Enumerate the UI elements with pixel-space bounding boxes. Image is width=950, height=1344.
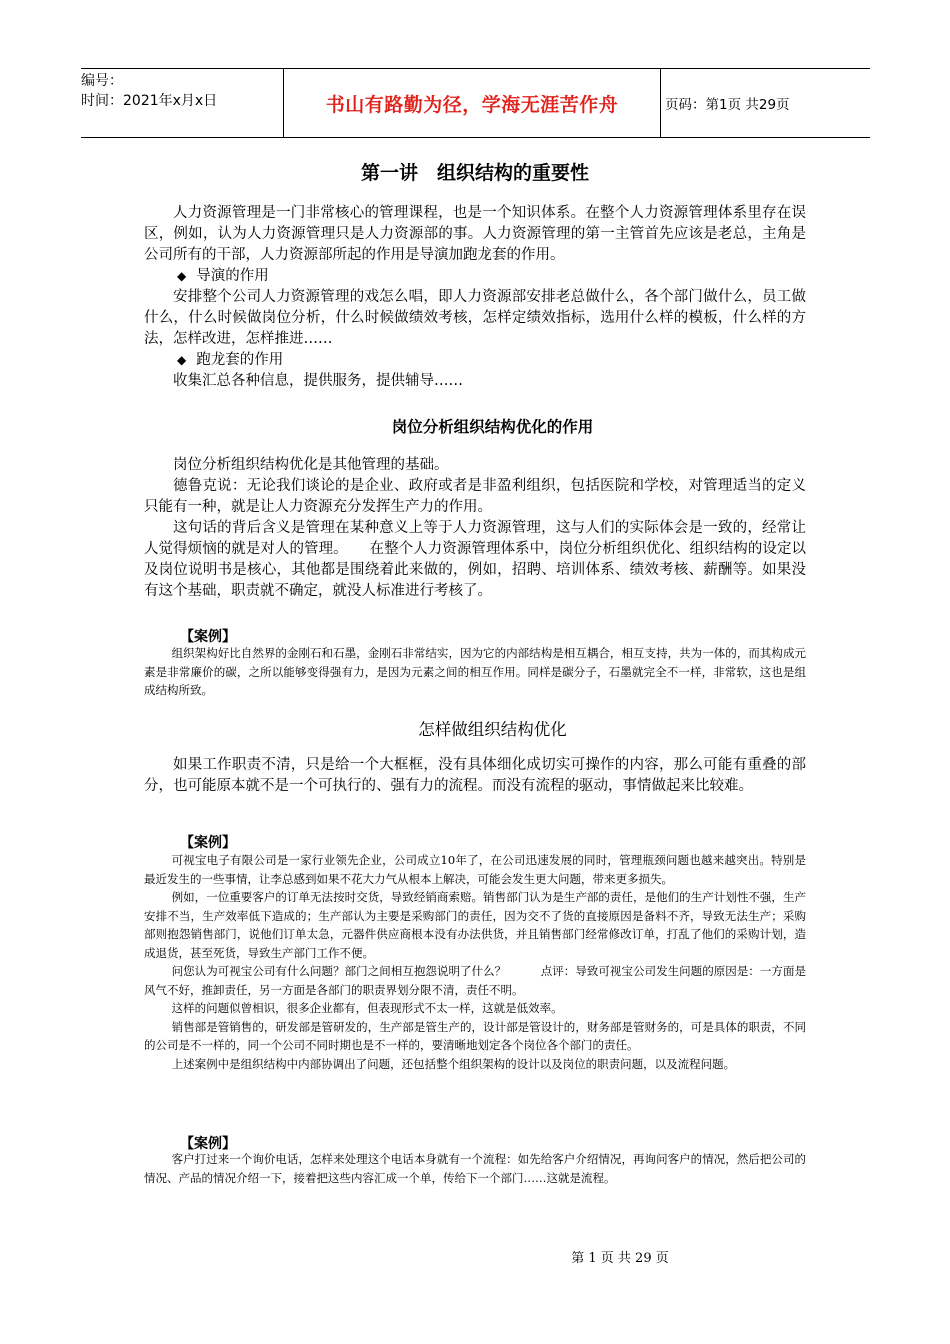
bullet-text: 跑龙套的作用	[196, 352, 284, 368]
paragraph: 客户打过来一个询价电话，怎样来处理这个电话本身就有一个流程：如先给客户介绍情况，再询问客户的情况，然后把公司的情况、产品的情况介绍一下，接着把这些内容汇成一个单，传给下一个部门……这就是流程。	[144, 1152, 806, 1185]
header-right-cell	[661, 69, 874, 137]
paragraph: 这句话的背后含义是管理在某种意义上等于人力资源管理，这与人们的实际体会是一致的，经常让人觉得烦恼的就是对人的管理。 在整个人力资源管理体系中，岗位分析组织优化、组织结构的设定以及岗位说明书是核心，其他都是围绕着此来做的，例如，招聘、培训体系、绩效考核、薪酬等。如果没有这个基础，职责就不确定，就没人标准进行考核了。	[144, 520, 806, 599]
paragraph: 安排整个公司人力资源管理的戏怎么唱，即人力资源部安排老总做什么，各个部门做什么，员工做什么，什么时候做岗位分析，什么时候做绩效考核，怎样定绩效指标，选用什么样的模板，什么样的方法，怎样改进，怎样推进……	[144, 289, 806, 347]
number-label: 编号：	[81, 73, 123, 89]
paragraph: 收集汇总各种信息，提供服务，提供辅导……	[173, 373, 463, 389]
case-text	[144, 1150, 806, 1187]
page-info: 页码：第1页 共29页	[665, 97, 790, 113]
paragraph: 如果工作职责不清，只是给一个大框框，没有具体细化成切实可操作的内容，那么可能有重叠的部分，也可能原本就不是一个可执行的、强有力的流程。而没有流程的驱动，事情做起来比较难。	[144, 757, 806, 794]
bullet-item	[144, 350, 806, 371]
case-label: 【案例】	[180, 629, 236, 645]
section-optimization	[144, 755, 806, 797]
paragraph: 可视宝电子有限公司是一家行业领先企业，公司成立10年了，在公司迅速发展的同时，管理瓶颈问题也越来越突出。特别是最近发生的一些事情，让李总感到如果不花大力气从根本上解决，可能会发生更大问题，带来更多损失。	[144, 853, 806, 886]
case-label: 【案例】	[180, 835, 236, 851]
case-label: 【案例】	[180, 1136, 236, 1152]
paragraph: 这样的问题似曾相识，很多企业都有，但表现形式不太一样，这就是低效率。	[171, 1001, 563, 1015]
header-left-cell	[81, 69, 281, 139]
section-intro	[144, 203, 806, 392]
motto: 书山有路勤为径，学海无涯苦作舟	[325, 93, 619, 116]
case-text	[144, 851, 806, 1073]
section-heading: 怎样做组织结构优化	[418, 720, 567, 739]
page-footer: 第 1 页 共 29 页	[571, 1251, 669, 1266]
header-middle-cell	[283, 69, 661, 137]
section-job-analysis	[144, 455, 806, 602]
paragraph: 组织架构好比自然界的金刚石和石墨，金刚石非常结实，因为它的内部结构是相互耦合，相互支持，共为一体的，而其构成元素是非常廉价的碳，之所以能够变得强有力，是因为元素之间的相互作用。同样是碳分子，石墨就完全不一样，非常软，这也是组成结构所致。	[144, 646, 806, 697]
page-title: 第一讲 组织结构的重要性	[360, 162, 589, 184]
paragraph: 问您认为可视宝公司有什么问题？部门之间相互抱怨说明了什么？ 点评：导致可视宝公司发生问题的原因是：一方面是风气不好，推卸责任，另一方面是各部门的职责界划分限不清，责任不明。	[144, 964, 806, 997]
bullet-text: 导演的作用	[196, 268, 269, 284]
diamond-bullet-icon: ◆	[177, 269, 187, 283]
paragraph: 德鲁克说：无论我们谈论的是企业、政府或者是非盈利组织，包括医院和学校，对管理适当的定义只能有一种，就是让人力资源充分发挥生产力的作用。	[144, 478, 806, 515]
paragraph: 销售部是管销售的，研发部是管研发的，生产部是管生产的，设计部是管设计的，财务部是管财务的，可是具体的职责，不同的公司是不一样的，同一个公司不同时期也是不一样的，要清晰地划定各个岗位各个部门的责任。	[144, 1019, 806, 1052]
case-text	[144, 644, 806, 700]
header-table	[81, 68, 870, 138]
paragraph: 例如，一位重要客户的订单无法按时交货，导致经销商索赔。销售部门认为是生产部的责任，是他们的生产计划性不强，生产安排不当，生产效率低下造成的；生产部认为主要是采购部门的责任，因为交不了货的直接原因是备料不齐，导致无法生产；采购部则抱怨销售部门，说他们订单太急，元器件供应商根本没有办法供货，并且销售部门经常修改订单，打乱了他们的采购计划，造成退货，甚至死货，导致生产部门工作不便。	[144, 890, 806, 960]
diamond-bullet-icon: ◆	[177, 353, 187, 367]
bullet-item	[144, 266, 806, 287]
paragraph: 上述案例中是组织结构中内部协调出了问题，还包括整个组织架构的设计以及岗位的职责问题，以及流程问题。	[171, 1056, 736, 1071]
section-heading: 岗位分析组织结构优化的作用	[391, 418, 594, 436]
paragraph: 人力资源管理是一门非常核心的管理课程，也是一个知识体系。在整个人力资源管理体系里存在误区，例如，认为人力资源管理只是人力资源部的事。人力资源管理的第一主管首先应该是老总，主角是公司所有的干部，人力资源部所起的作用是导演加跑龙套的作用。	[144, 205, 806, 263]
paragraph: 岗位分析组织结构优化是其他管理的基础。	[173, 457, 449, 473]
date-label: 时间：2021年x月x日	[81, 93, 218, 109]
